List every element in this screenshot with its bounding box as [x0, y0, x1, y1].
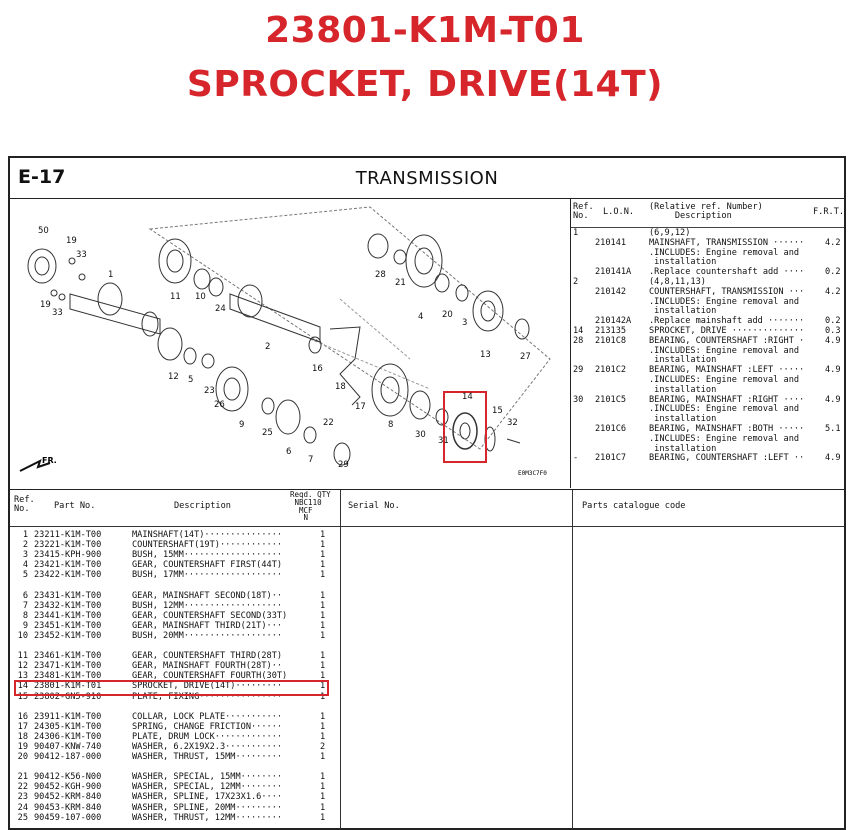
part-ref-no: 17	[17, 721, 28, 732]
part-description: GEAR, COUNTERSHAFT SECOND(33T)	[132, 610, 288, 621]
col-catalog: Parts catalogue code	[582, 501, 686, 511]
parts-sheet	[8, 156, 846, 830]
labor-desc: installation	[649, 443, 717, 454]
lon-code: 2101C8	[595, 335, 627, 346]
col-frt: F.R.T.	[813, 207, 845, 217]
ref-no: 28	[573, 335, 584, 346]
part-description: GEAR, MAINSHAFT SECOND(18T)··	[132, 590, 283, 601]
lon-code: 210142	[595, 286, 627, 297]
part-row[interactable]	[10, 732, 340, 742]
part-number: 23451-K1M-T00	[34, 620, 102, 631]
diagram-code: E0M3C7F0	[518, 470, 547, 477]
ref-no: 30	[573, 394, 584, 405]
part-ref-no: 23	[17, 792, 28, 803]
part-qty: 1	[320, 812, 326, 823]
frt-value: 0.2	[825, 267, 841, 278]
callout-24: 24	[215, 304, 226, 314]
callout-4: 4	[418, 312, 424, 322]
callout-25: 25	[262, 428, 273, 438]
group-spacer	[10, 702, 340, 712]
part-row[interactable]	[10, 782, 340, 792]
ref-no: 1	[573, 228, 579, 238]
part-number: 23452-K1M-T00	[34, 630, 102, 641]
part-row[interactable]	[10, 803, 340, 813]
part-qty: 1	[320, 550, 326, 561]
part-qty: 1	[320, 691, 326, 702]
part-row[interactable]	[10, 722, 340, 732]
part-number: 23415-KPH-900	[34, 550, 102, 561]
part-description: BUSH, 15MM···················	[132, 550, 283, 561]
part-qty: 1	[320, 610, 326, 621]
part-number: 23431-K1M-T00	[34, 590, 102, 601]
part-number: 23432-K1M-T00	[34, 600, 102, 611]
callout-30: 30	[415, 430, 426, 440]
col-ref: Ref. No.	[573, 202, 594, 221]
callout-10: 10	[195, 292, 206, 302]
part-row[interactable]	[10, 651, 340, 661]
callout-20: 20	[442, 310, 453, 320]
part-description: SPRING, CHANGE FRICTION······	[132, 721, 283, 732]
part-description: WASHER, 6.2X19X2.3···········	[132, 741, 283, 752]
part-qty: 1	[320, 630, 326, 641]
callout-5: 5	[188, 375, 194, 385]
callout-17: 17	[355, 402, 366, 412]
lon-code: 2101C6	[595, 423, 627, 434]
part-qty: 1	[320, 721, 326, 732]
column-divider	[340, 490, 341, 829]
part-ref-no: 21	[17, 772, 28, 783]
lon-code: 213135	[595, 325, 627, 336]
labor-desc: BEARING, MAINSHAFT :RIGHT ····	[649, 394, 805, 405]
part-row[interactable]	[10, 560, 340, 570]
part-qty: 1	[320, 711, 326, 722]
labor-desc: installation	[649, 384, 717, 395]
ref-no: 14	[573, 325, 584, 336]
part-description: GEAR, MAINSHAFT FOURTH(28T)··	[132, 661, 283, 672]
ref-no: -	[573, 453, 579, 464]
part-number: 23801-K1M-T01	[34, 681, 102, 692]
group-spacer	[10, 641, 340, 651]
part-description: BUSH, 20MM···················	[132, 630, 283, 641]
part-row[interactable]	[10, 712, 340, 722]
part-qty: 1	[320, 772, 326, 783]
ref-no: 29	[573, 365, 584, 376]
part-description: WASHER, SPLINE, 17X23X1.6····	[132, 792, 283, 803]
frt-value: 4.2	[825, 237, 841, 248]
part-ref-no: 20	[17, 752, 28, 763]
callout-8: 8	[388, 420, 394, 430]
col-serial: Serial No.	[348, 501, 400, 511]
ref-no: 2	[573, 276, 579, 287]
callout-9: 9	[239, 420, 245, 430]
part-qty: 1	[320, 752, 326, 763]
part-ref-no: 22	[17, 782, 28, 793]
part-qty: 1	[320, 782, 326, 793]
part-qty: 1	[320, 600, 326, 611]
part-qty: 1	[320, 671, 326, 682]
part-description: SPROCKET, DRIVE(14T)·········	[132, 681, 283, 692]
part-ref-no: 25	[17, 812, 28, 823]
part-name-title: SPROCKET, DRIVE(14T)	[186, 64, 664, 105]
labor-desc: BEARING, COUNTERSHAFT :LEFT ··	[649, 453, 805, 464]
part-number: 24306-K1M-T00	[34, 731, 102, 742]
part-row[interactable]	[10, 570, 340, 580]
sprocket-highlight	[444, 392, 486, 462]
lon-code: 210141	[595, 237, 627, 248]
part-number: 90407-KNW-740	[34, 741, 102, 752]
part-number: 90452-KGH-900	[34, 782, 102, 793]
callout-23: 23	[204, 386, 215, 396]
parts-rows	[10, 530, 340, 823]
part-row[interactable]	[10, 792, 340, 802]
front-label: FR.	[42, 456, 57, 465]
part-description: MAINSHAFT(14T)···············	[132, 530, 283, 540]
labor-desc: .Replace countershaft add ····	[649, 267, 805, 278]
col-lon: L.O.N.	[603, 207, 635, 217]
section-title: TRANSMISSION	[355, 168, 499, 189]
part-ref-no: 3	[22, 550, 28, 561]
frt-value: 4.9	[825, 453, 841, 464]
labor-row	[573, 454, 843, 464]
part-ref-no: 15	[17, 691, 28, 702]
part-qty: 1	[320, 651, 326, 662]
labor-desc: BEARING, COUNTERSHAFT :RIGHT ·	[649, 335, 805, 346]
part-qty: 1	[320, 620, 326, 631]
part-qty: 2	[320, 741, 326, 752]
part-ref-no: 14	[17, 681, 28, 692]
part-qty: 1	[320, 792, 326, 803]
part-description: BUSH, 17MM···················	[132, 570, 283, 581]
labor-rows	[573, 229, 843, 464]
part-number: 90453-KRM-840	[34, 802, 102, 813]
callout-28: 28	[375, 270, 386, 280]
part-ref-no: 11	[17, 651, 28, 662]
labor-desc: COUNTERSHAFT, TRANSMISSION ···	[649, 286, 805, 297]
callout-12: 12	[168, 372, 179, 382]
col-desc: (Relative ref. Number) Description	[649, 202, 763, 221]
labor-table-header	[571, 199, 844, 228]
part-ref-no: 6	[22, 590, 28, 601]
part-row[interactable]	[10, 540, 340, 550]
part-description: PLATE, DRUM LOCK·············	[132, 731, 283, 742]
callout-7: 7	[308, 455, 314, 465]
part-qty: 1	[320, 802, 326, 813]
part-ref-no: 5	[22, 570, 28, 581]
transmission-drawing	[10, 199, 570, 488]
callout-26: 26	[214, 400, 225, 410]
part-description: WASHER, THRUST, 12MM·········	[132, 812, 283, 823]
part-row[interactable]	[10, 530, 340, 540]
part-description: BUSH, 12MM···················	[132, 600, 283, 611]
part-number: 23441-K1M-T00	[34, 610, 102, 621]
group-spacer	[10, 580, 340, 590]
section-code: E-17	[18, 166, 66, 188]
labor-desc: installation	[649, 257, 717, 268]
labor-desc: .INCLUDES: Engine removal and	[649, 247, 800, 258]
part-row[interactable]	[10, 611, 340, 621]
labor-desc: .INCLUDES: Engine removal and	[649, 296, 800, 307]
part-description: WASHER, SPLINE, 20MM·········	[132, 802, 283, 813]
parts-table-header	[10, 490, 844, 527]
part-ref-no: 7	[22, 600, 28, 611]
part-number: 23911-K1M-T00	[34, 711, 102, 722]
part-ref-no: 13	[17, 671, 28, 682]
part-description: GEAR, COUNTERSHAFT THIRD(28T)	[132, 651, 283, 662]
part-ref-no: 24	[17, 802, 28, 813]
labor-desc: .INCLUDES: Engine removal and	[649, 433, 800, 444]
callout-19: 19	[40, 300, 51, 310]
lon-code: 210142A	[595, 316, 632, 327]
labor-desc: MAINSHAFT, TRANSMISSION ······	[649, 237, 805, 248]
part-number: 90452-KRM-840	[34, 792, 102, 803]
lon-code: 210141A	[595, 267, 632, 278]
sheet-header	[10, 158, 844, 199]
labor-desc: (4,8,11,13)	[649, 276, 706, 287]
callout-27: 27	[520, 352, 531, 362]
part-qty: 1	[320, 530, 326, 540]
part-row[interactable]	[10, 772, 340, 782]
part-ref-no: 8	[22, 610, 28, 621]
part-number: 23211-K1M-T00	[34, 530, 102, 540]
part-ref-no: 9	[22, 620, 28, 631]
callout-31: 31	[438, 436, 449, 446]
labor-row	[573, 268, 843, 278]
part-description: WASHER, SPECIAL, 12MM········	[132, 782, 283, 793]
col-part-no: Part No.	[54, 501, 96, 511]
lon-code: 2101C2	[595, 365, 627, 376]
labor-desc: SPROCKET, DRIVE ··············	[649, 325, 805, 336]
part-qty: 1	[320, 661, 326, 672]
callout-18: 18	[335, 382, 346, 392]
callout-11: 11	[170, 292, 181, 302]
part-qty: 1	[320, 681, 326, 692]
column-divider	[572, 490, 573, 829]
callout-16: 16	[312, 364, 323, 374]
callout-3: 3	[462, 318, 468, 328]
frt-value: 4.2	[825, 286, 841, 297]
part-qty: 1	[320, 560, 326, 571]
frt-value: 4.9	[825, 394, 841, 405]
callout-29: 29	[338, 460, 349, 470]
callout-32: 32	[507, 418, 518, 428]
callout-21: 21	[395, 278, 406, 288]
part-row[interactable]	[10, 631, 340, 641]
part-description: GEAR, COUNTERSHAFT FIRST(44T)	[132, 560, 283, 571]
labor-desc: .INCLUDES: Engine removal and	[649, 404, 800, 415]
part-row[interactable]	[10, 621, 340, 631]
part-row[interactable]	[10, 661, 340, 671]
labor-reference-panel	[571, 199, 844, 488]
labor-desc: installation	[649, 414, 717, 425]
part-number: 23421-K1M-T00	[34, 560, 102, 571]
part-number: 23422-K1M-T00	[34, 570, 102, 581]
part-number: 23481-K1M-T00	[34, 671, 102, 682]
col-qty: Reqd. QTY NBC110 MCF N	[290, 490, 331, 523]
part-qty: 1	[320, 540, 326, 551]
part-ref-no: 2	[22, 540, 28, 551]
callout-33: 33	[52, 308, 63, 318]
col-description: Description	[174, 501, 231, 511]
part-row[interactable]	[10, 813, 340, 823]
callout-50: 50	[38, 226, 49, 236]
labor-desc: installation	[649, 355, 717, 366]
selected-part-highlight	[14, 680, 329, 696]
part-description: WASHER, THRUST, 15MM·········	[132, 752, 283, 763]
callout-1: 1	[108, 270, 114, 280]
labor-desc: BEARING, MAINSHAFT :LEFT ·····	[649, 365, 805, 376]
part-number: 23471-K1M-T00	[34, 661, 102, 672]
labor-desc: (6,9,12)	[649, 228, 691, 238]
part-number: 90412-K56-N00	[34, 772, 102, 783]
col-ref-no: Ref. No.	[14, 495, 35, 514]
labor-desc: .INCLUDES: Engine removal and	[649, 374, 800, 385]
callout-2: 2	[265, 342, 271, 352]
frt-value: 4.9	[825, 365, 841, 376]
frt-value: 4.9	[825, 335, 841, 346]
part-ref-no: 16	[17, 711, 28, 722]
part-ref-no: 12	[17, 661, 28, 672]
callout-6: 6	[286, 447, 292, 457]
part-number: 90412-187-000	[34, 752, 102, 763]
part-qty: 1	[320, 731, 326, 742]
part-row[interactable]	[10, 591, 340, 601]
parts-list	[10, 489, 844, 829]
part-row[interactable]	[10, 601, 340, 611]
labor-desc: .Replace mainshaft add ·······	[649, 316, 805, 327]
callout-19: 19	[66, 236, 77, 246]
part-description: GEAR, MAINSHAFT THIRD(21T)···	[132, 620, 283, 631]
labor-desc: installation	[649, 306, 717, 317]
part-qty: 1	[320, 570, 326, 581]
part-ref-no: 18	[17, 731, 28, 742]
part-description: WASHER, SPECIAL, 15MM········	[132, 772, 283, 783]
part-ref-no: 10	[17, 630, 28, 641]
group-spacer	[10, 762, 340, 772]
frt-value: 5.1	[825, 423, 841, 434]
part-description: GEAR, COUNTERSHAFT FOURTH(30T)	[132, 671, 288, 682]
part-number: 90459-107-000	[34, 812, 102, 823]
part-row[interactable]	[10, 752, 340, 762]
part-number: 24305-K1M-T00	[34, 721, 102, 732]
part-ref-no: 1	[22, 530, 28, 540]
part-description: COLLAR, LOCK PLATE···········	[132, 711, 283, 722]
callout-13: 13	[480, 350, 491, 360]
exploded-diagram	[10, 199, 571, 488]
callout-15: 15	[492, 406, 503, 416]
part-description: PLATE, FIXING················	[132, 691, 283, 702]
part-number: 23802-GN5-910	[34, 691, 102, 702]
labor-desc: BEARING, MAINSHAFT :BOTH ·····	[649, 423, 805, 434]
callout-14: 14	[462, 392, 473, 402]
part-row[interactable]	[10, 742, 340, 752]
lon-code: 2101C5	[595, 394, 627, 405]
part-qty: 1	[320, 590, 326, 601]
callout-22: 22	[323, 418, 334, 428]
part-description: COUNTERSHAFT(19T)············	[132, 540, 283, 551]
frt-value: 0.3	[825, 325, 841, 336]
part-row[interactable]	[10, 550, 340, 560]
part-number: 23221-K1M-T00	[34, 540, 102, 551]
part-number-title: 23801-K1M-T01	[265, 10, 585, 51]
frt-value: 0.2	[825, 316, 841, 327]
callout-33: 33	[76, 250, 87, 260]
labor-desc: .INCLUDES: Engine removal and	[649, 345, 800, 356]
part-number: 23461-K1M-T00	[34, 651, 102, 662]
part-ref-no: 4	[22, 560, 28, 571]
part-ref-no: 19	[17, 741, 28, 752]
lon-code: 2101C7	[595, 453, 627, 464]
